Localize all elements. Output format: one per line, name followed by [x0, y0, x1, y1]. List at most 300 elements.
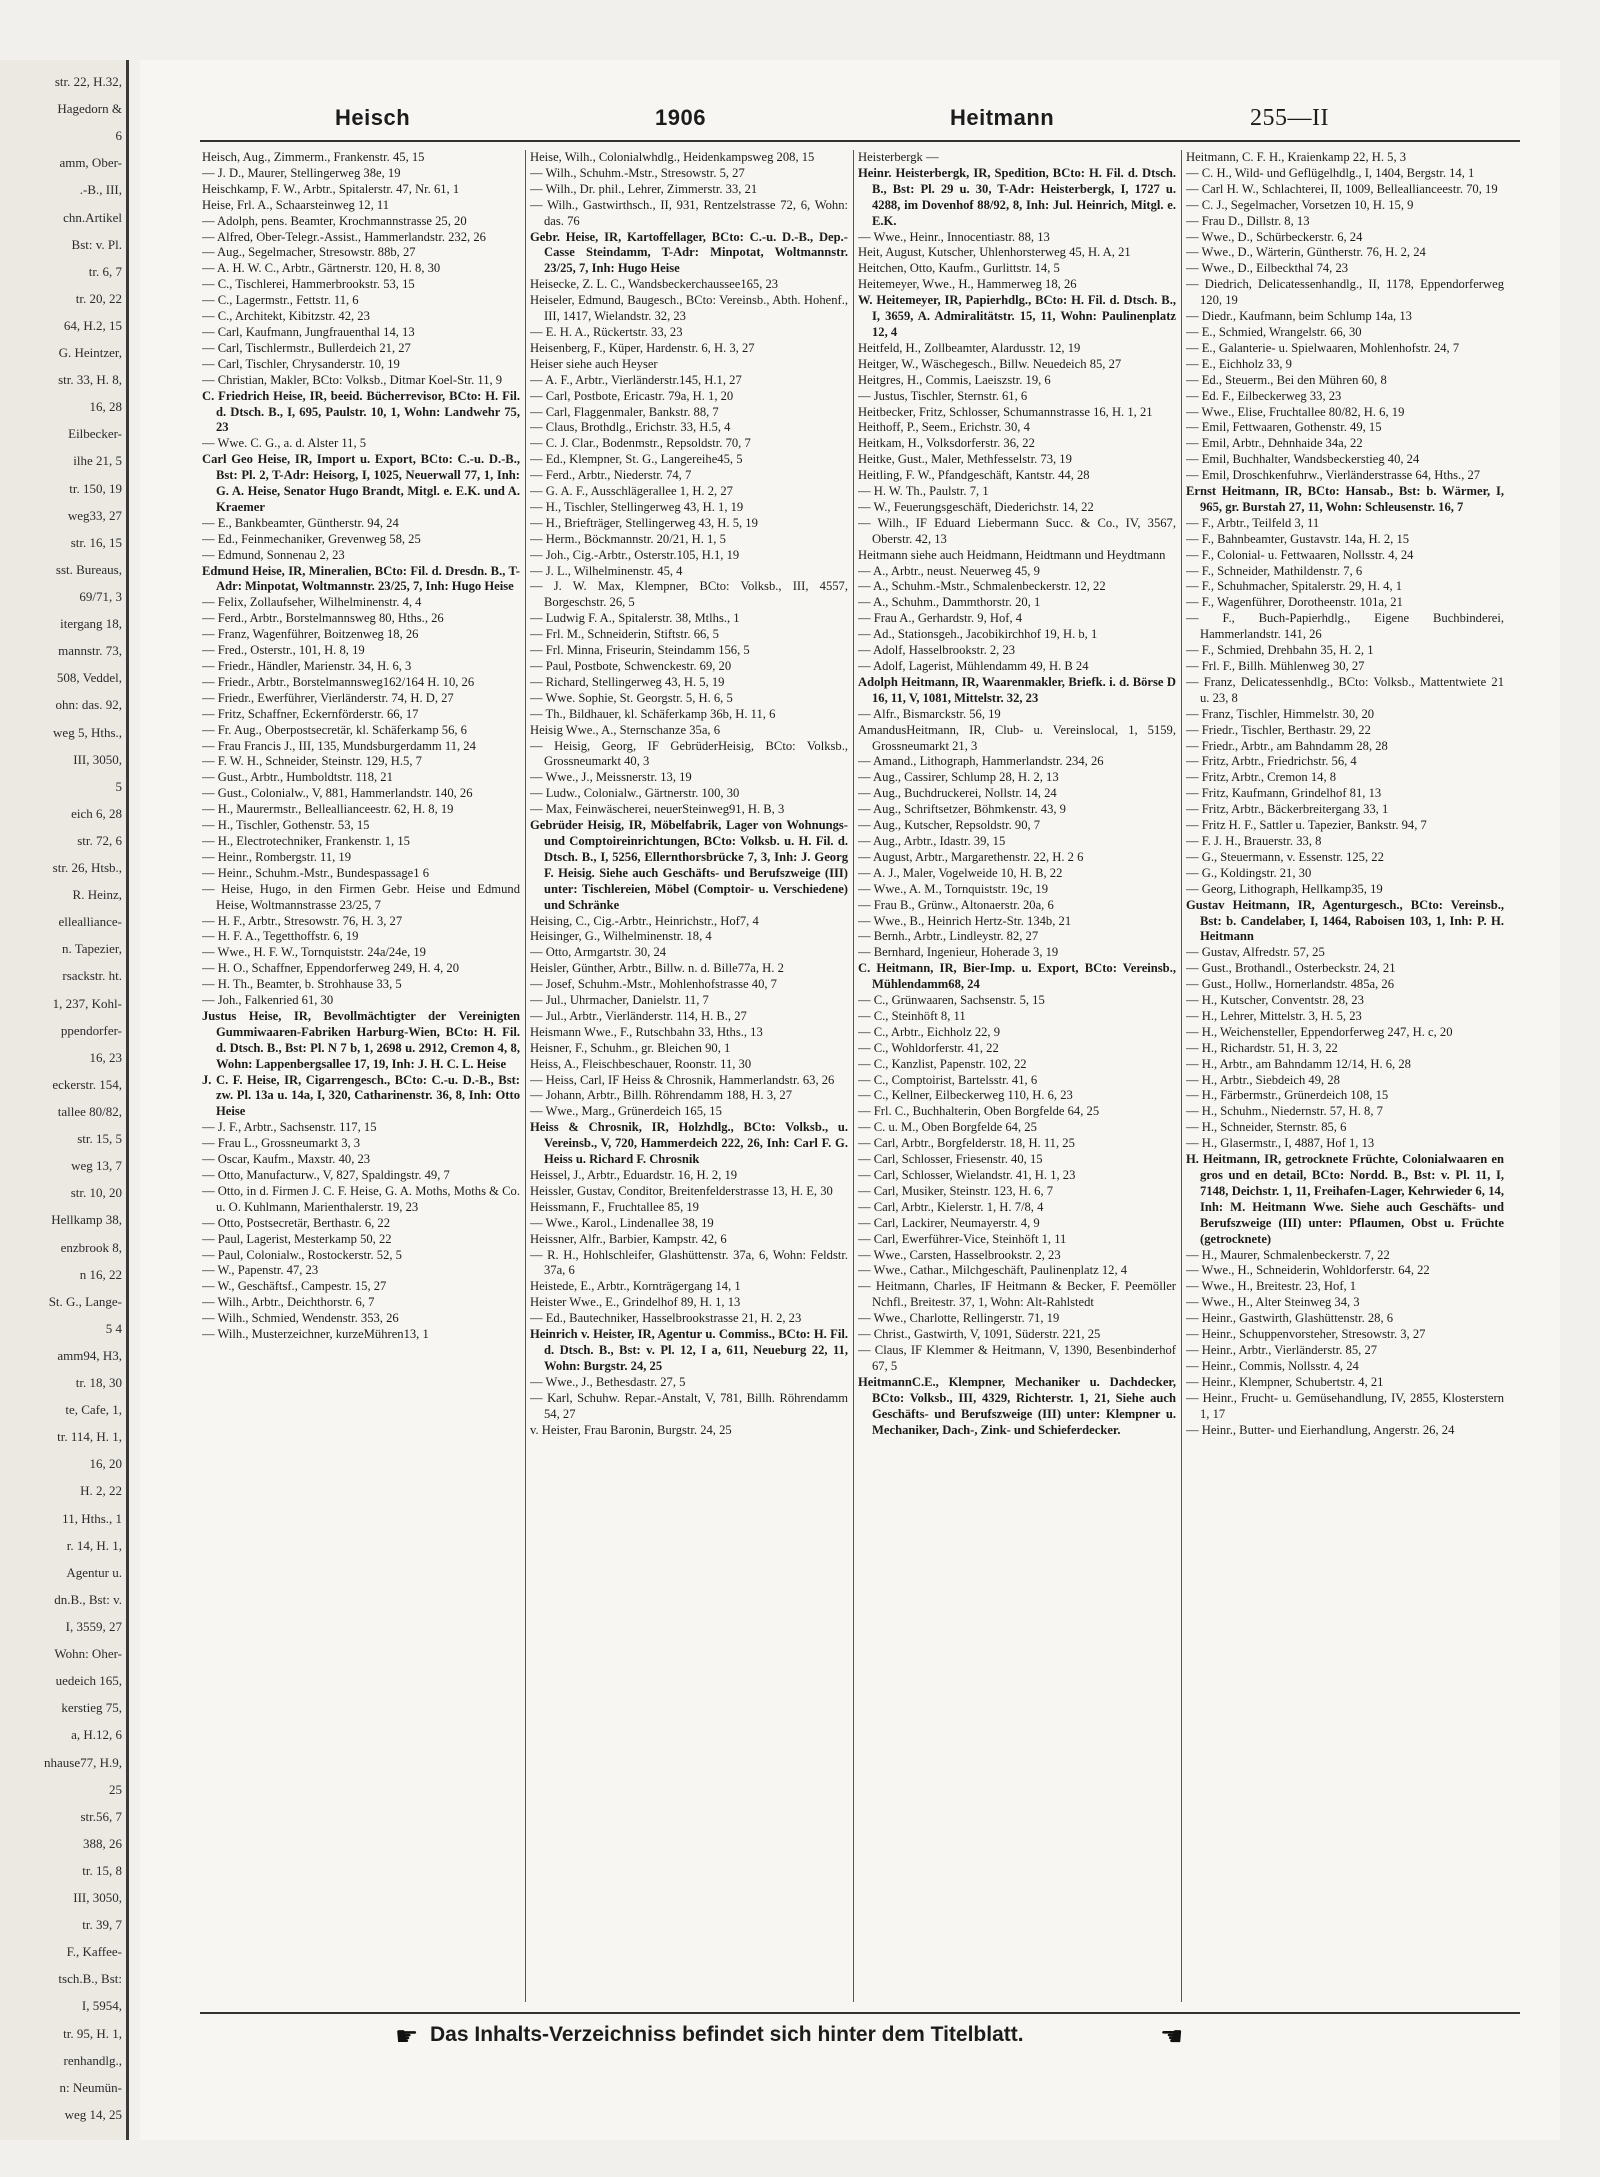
directory-entry: — Emil, Droschkenfuhrw., Vierländerstrasse 64, Hths., 27 [1186, 468, 1481, 483]
directory-entry: — Ed., Bautechniker, Hasselbrookstrasse 21, H. 2, 23 [530, 1311, 802, 1326]
directory-entry: — C., Arbtr., Eichholz 22, 9 [858, 1024, 1001, 1039]
directory-entry: — Amand., Lithograph, Hammerlandstr. 234, 26 [858, 754, 1104, 769]
pointing-hand-icon: ☛ [395, 2022, 419, 2052]
directory-entry: — Heinr., Schuppenvorsteher, Stresowstr. 3, 27 [1186, 1327, 1426, 1342]
directory-entry: — Richard, Stellingerweg 43, H. 5, 19 [530, 674, 725, 689]
directory-entry: — C., Kanzlist, Papenstr. 102, 22 [858, 1056, 1027, 1071]
directory-entry: — H. W. Th., Paulstr. 7, 1 [858, 484, 989, 499]
directory-entry: — Frl. M., Schneiderin, Stiftstr. 66, 5 [530, 627, 719, 642]
directory-entry: — A., Arbtr., neust. Neuerweg 45, 9 [858, 563, 1040, 578]
directory-entry: Heitchen, Otto, Kaufm., Gurlittstr. 14, 5 [858, 261, 1060, 276]
directory-entry: — C., Wohldorferstr. 41, 22 [858, 1040, 999, 1055]
margin-fragment: 6 [115, 128, 122, 143]
directory-entry: Heissner, Alfr., Barbier, Kampstr. 42, 6 [530, 1231, 727, 1246]
margin-fragment: ilhe 21, 5 [73, 453, 122, 468]
directory-entry: — Felix, Zollaufseher, Wilhelminenstr. 4, 4 [202, 595, 422, 610]
directory-entry: — Ludw., Colonialw., Gärtnerstr. 100, 30 [530, 786, 740, 801]
margin-fragment: n. Tapezier, [61, 941, 122, 956]
directory-entry: — Carl, Schlosser, Friesenstr. 40, 15 [858, 1152, 1043, 1167]
directory-entry: Heiseler, Edmund, Baugesch., BCto: Vereinsb., Abth. Hohenf., III, 1417, Wielandstr. 32, 23 [530, 293, 848, 324]
directory-entry: — H., Glasermstr., I, 4887, Hof 1, 13 [1186, 1136, 1375, 1151]
margin-fragment: ohn: das. 92, [55, 697, 122, 712]
firm-entry: Justus Heise, IR, Bevollmächtigter der Vereinigten Gummiwaaren-Fabriken Harburg-Wien, BCto: H. Fil. d. Dtsch. B., Bst: Pl. N 7 b, 1, 2698 u. 2912, Cremon 4, 8, Wohn: Lappenbergsallee 17, 19, Inh: J. H. C. L. Heise [202, 1008, 520, 1071]
directory-entry: Heisch, Aug., Zimmerm., Frankenstr. 45, 15 [202, 150, 425, 164]
directory-entry: — Joh., Falkenried 61, 30 [202, 993, 334, 1008]
directory-entry: Heistede, E., Arbtr., Kornträgergang 14, 1 [530, 1279, 741, 1294]
directory-entry: — Franz, Delicatessenhdlg., BCto: Volksb., Mattentwiete 21 u. 23, 8 [1186, 674, 1504, 705]
directory-entry: — Fritz, Arbtr., Friedrichstr. 56, 4 [1186, 754, 1357, 769]
directory-entry: — Wilh., Schuhm.-Mstr., Stresowstr. 5, 27 [530, 165, 745, 180]
directory-entry: — Jul., Uhrmacher, Danielstr. 11, 7 [530, 993, 709, 1008]
directory-entry: — Joh., Cig.-Arbtr., Osterstr.105, H.1, 19 [530, 547, 740, 562]
directory-entry: — Franz, Wagenführer, Boitzenweg 18, 26 [202, 627, 419, 642]
directory-entry: — H., Tischler, Stellingerweg 43, H. 1, 19 [530, 499, 744, 514]
margin-fragment: 16, 28 [89, 399, 122, 414]
directory-entry: — H., Maurer, Schmalenbeckerstr. 7, 22 [1186, 1247, 1390, 1262]
directory-entry: — C., Lagermstr., Fettstr. 11, 6 [202, 293, 359, 308]
directory-entry: — Friedr., Ewerführer, Vierländerstr. 74, H. D, 27 [202, 690, 454, 705]
directory-entry: — Ed., Steuerm., Bei den Mühren 60, 8 [1186, 372, 1387, 387]
margin-fragment: III, 3050, [73, 752, 122, 767]
margin-fragment: dn.B., Bst: v. [54, 1592, 122, 1607]
firm-entry: Gustav Heitmann, IR, Agenturgesch., BCto: Vereinsb., Bst: b. Candelaber, I, 1464, Raboisen 103, 1, Inh: P. H. Heitmann [1186, 897, 1504, 944]
directory-entry: — Frau B., Grünw., Altonaerstr. 20a, 6 [858, 897, 1054, 912]
directory-entry: — A., Schuhm.-Mstr., Schmalenbeckerstr. 12, 22 [858, 579, 1106, 594]
margin-fragment: amm94, H3, [57, 1348, 122, 1363]
directory-entry: — H. Th., Beamter, b. Strohhause 33, 5 [202, 977, 402, 992]
directory-entry: Heitger, W., Wäschegesch., Billw. Neuedeich 85, 27 [858, 356, 1122, 371]
page-number: 255—II [1250, 105, 1329, 131]
firm-entry: Heinrich v. Heister, IR, Agentur u. Commiss., BCto: H. Fil. d. Dtsch. B., Bst: v. Pl. 12, I a, 611, Neueburg 22, 11, Wohn: Burgstr. 24, 25 [530, 1327, 848, 1373]
directory-entry: — Aug., Schriftsetzer, Böhmkenstr. 43, 9 [858, 802, 1066, 817]
directory-entry: — Frl. Minna, Friseurin, Steindamm 156, 5 [530, 643, 750, 658]
margin-fragment: str. 22, H.32, [54, 74, 122, 89]
directory-entry: — Wwe., Karol., Lindenallee 38, 19 [530, 1215, 714, 1230]
margin-fragment: I, 5954, [81, 1998, 122, 2013]
directory-entry: — Aug., Kutscher, Repsoldstr. 90, 7 [858, 818, 1041, 833]
margin-fragment: Eilbecker- [68, 426, 122, 441]
firm-entry: Ernst Heitmann, IR, BCto: Hansab., Bst: b. Wärmer, I, 965, gr. Burstah 27, 11, Wohn: Schleusenstr. 16, 7 [1186, 484, 1504, 514]
directory-entry: — Wwe., A. M., Tornquiststr. 19c, 19 [858, 881, 1049, 896]
directory-entry: — Wilh., Arbtr., Deichthorstr. 6, 7 [202, 1295, 375, 1310]
directory-entry: — Bernh., Arbtr., Lindleystr. 82, 27 [858, 929, 1039, 944]
firm-entry: W. Heitemeyer, IR, Papierhdlg., BCto: H. Fil. d. Dtsch. B., I, 3659, A. Admiralitätstr. 15, 11, Wohn: Paulinenplatz 12, 4 [858, 293, 1176, 339]
directory-entry: — Frl. C., Buchhalterin, Oben Borgfelde 64, 25 [858, 1104, 1100, 1119]
directory-entry: — Otto, Armgartstr. 30, 24 [530, 945, 667, 960]
margin-fragment: str.56, 7 [80, 1809, 122, 1824]
margin-fragment: str. 16, 15 [70, 535, 122, 550]
margin-fragment: 5 [115, 779, 122, 794]
margin-fragment: Hagedorn & [57, 101, 122, 116]
directory-entry: — Gust., Colonialw., V, 881, Hammerlandstr. 140, 26 [202, 786, 473, 801]
directory-entry: — Friedr., Tischler, Berthastr. 29, 22 [1186, 722, 1371, 737]
directory-entry: — Heinr., Butter- und Eierhandlung, Angerstr. 26, 24 [1186, 1422, 1455, 1437]
directory-entry: — Fred., Osterstr., 101, H. 8, 19 [202, 643, 365, 658]
margin-fragment: r. 14, H. 1, [66, 1538, 122, 1553]
directory-entry: — Fritz, Arbtr., Bäckerbreitergang 33, 1 [1186, 802, 1389, 817]
directory-entry: — J. F., Arbtr., Sachsenstr. 117, 15 [202, 1120, 377, 1135]
column-divider [525, 150, 526, 2002]
margin-fragment: chn.Artikel [63, 210, 122, 225]
directory-entry: — A. H. W. C., Arbtr., Gärtnerstr. 120, H. 8, 30 [202, 261, 441, 276]
margin-fragment: F., Kaffee- [66, 1944, 122, 1959]
directory-entry: — G., Koldingstr. 21, 30 [1186, 865, 1312, 880]
directory-entry: — Wilh., Musterzeichner, kurzeMühren13, 1 [202, 1327, 429, 1342]
directory-entry: — Ferd., Arbtr., Borstelmannsweg 80, Hths., 26 [202, 611, 444, 626]
firm-entry: H. Heitmann, IR, getrocknete Früchte, Colonialwaaren en gros und en detail, BCto: Nordd. B., Bst: v. Pl. 11, I, 7148, Deichstr. 1, 11, Freihafen-Lager, Kehrwieder 6, 14, Inh: M. Heitmann Wwe. Siehe auch Geschäfts- und Berufszweige (III) unter: Pflaumen, Obst u. Früchte (getrocknete) [1186, 1152, 1504, 1246]
directory-entry: — Aug., Cassirer, Schlump 28, H. 2, 13 [858, 770, 1059, 785]
directory-entry: Heiser siehe auch Heyser [530, 356, 658, 371]
directory-entry: Heisecke, Z. L. C., Wandsbeckerchaussee165, 23 [530, 277, 779, 292]
directory-entry: — Wwe., Carsten, Hasselbrookstr. 2, 23 [858, 1247, 1061, 1262]
firm-entry: Heiss & Chrosnik, IR, Holzhdlg., BCto: Volksb., u. Vereinsb., V, 720, Hammerdeich 222, 26, Inh: Carl F. G. Heiss u. Richard F. Chrosnik [530, 1120, 848, 1167]
directory-entry: — H. F., Arbtr., Stresowstr. 76, H. 3, 27 [202, 913, 403, 928]
directory-entry: — F., Arbtr., Teilfeld 3, 11 [1186, 515, 1320, 530]
directory-entry: — Aug., Arbtr., Idastr. 39, 15 [858, 833, 1006, 848]
margin-fragment: Wohn: Oher- [54, 1646, 122, 1661]
directory-entry: Heitgres, H., Commis, Laeiszstr. 19, 6 [858, 372, 1051, 387]
directory-entry: Heithoff, P., Seem., Erichstr. 30, 4 [858, 420, 1030, 435]
directory-entry: — C. u. M., Oben Borgfelde 64, 25 [858, 1120, 1037, 1135]
directory-entry: — Jul., Arbtr., Vierländerstr. 114, H. B., 27 [530, 1008, 747, 1023]
directory-entry: — H., Färbermstr., Grünerdeich 108, 15 [1186, 1088, 1389, 1103]
margin-fragment: nhause77, H.9, [44, 1755, 122, 1770]
directory-entry: — Fritz, Kaufmann, Grindelhof 81, 13 [1186, 786, 1382, 801]
directory-entry: — H., Arbtr., am Bahndamm 12/14, H. 6, 28 [1186, 1056, 1411, 1071]
directory-entry: — Justus, Tischler, Sternstr. 61, 6 [858, 388, 1028, 403]
margin-fragment: 11, Hths., 1 [62, 1511, 122, 1526]
directory-entry: — Fritz, Schaffner, Eckernförderstr. 66, 17 [202, 706, 419, 721]
directory-entry: — F., Bahnbeamter, Gustavstr. 14a, H. 2, 15 [1186, 531, 1410, 546]
directory-entry: Heissler, Gustav, Conditor, Breitenfelderstrasse 13, H. E, 30 [530, 1183, 833, 1198]
directory-entry: — Ed., Klempner, St. G., Langereihe45, 5 [530, 452, 743, 467]
directory-entry: — Th., Bildhauer, kl. Schäferkamp 36b, H. 11, 6 [530, 706, 776, 721]
directory-entry: — C. J., Segelmacher, Vorsetzen 10, H. 15, 9 [1186, 197, 1414, 212]
margin-fragment: III, 3050, [73, 1890, 122, 1905]
directory-entry: Heitbecker, Fritz, Schlosser, Schumannstrasse 16, H. 1, 21 [858, 404, 1153, 419]
directory-entry: — W., Papenstr. 47, 23 [202, 1263, 319, 1278]
directory-entry: — Wwe. C. G., a. d. Alster 11, 5 [202, 436, 367, 451]
directory-entry: — Carl, Lackirer, Neumayerstr. 4, 9 [858, 1215, 1040, 1230]
directory-entry: Heisterbergk — [858, 150, 939, 164]
directory-entry: — Carl, Musiker, Steinstr. 123, H. 6, 7 [858, 1183, 1054, 1198]
margin-fragment: R. Heinz, [72, 887, 122, 902]
directory-entry: — Otto, Manufacturw., V, 827, Spaldingstr. 49, 7 [202, 1168, 450, 1182]
margin-fragment: 508, Veddel, [56, 670, 122, 685]
directory-entry: Heisenberg, F., Küper, Hardenstr. 6, H. 3, 27 [530, 340, 755, 355]
directory-entry: — Carl, Arbtr., Kielerstr. 1, H. 7/8, 4 [858, 1199, 1044, 1214]
directory-entry: — Ludwig F. A., Spitalerstr. 38, Mtlhs., 1 [530, 611, 740, 626]
directory-entry: — Wwe., H., Schneiderin, Wohldorferstr. 64, 22 [1186, 1263, 1430, 1278]
directory-entry: Heissel, J., Arbtr., Eduardstr. 16, H. 2, 19 [530, 1168, 738, 1182]
firm-entry: Heinr. Heisterbergk, IR, Spedition, BCto: H. Fil. d. Dtsch. B., Bst: Pl. 29 u. 30, T-Adr: Heisterbergk, I, 1727 u. 4288, im Dovenhof 88/92, 8, Inh: Jul. Heinrich, Mitgl. e. E.K. [858, 165, 1176, 228]
directory-entry: — Ad., Stationsgeh., Jacobikirchhof 19, H. b, 1 [858, 627, 1098, 642]
directory-entry: — F., Buch-Papierhdlg., Eigene Buchbinderei, Hammerlandstr. 141, 26 [1186, 611, 1504, 642]
directory-entry: — E. H. A., Rückertstr. 33, 23 [530, 324, 683, 339]
directory-entry: — Max, Feinwäscherei, neuerSteinweg91, H. B, 3 [530, 802, 785, 817]
directory-entry: — H., Lehrer, Mittelstr. 3, H. 5, 23 [1186, 1008, 1362, 1023]
directory-entry: — Carl, Tischlermstr., Bullerdeich 21, 27 [202, 340, 411, 355]
directory-entry: — H. O., Schaffner, Eppendorferweg 249, H. 4, 20 [202, 961, 460, 976]
margin-fragment: sst. Bureaus, [55, 562, 122, 577]
margin-fragment: tr. 95, H. 1, [63, 2026, 122, 2041]
directory-entry: — H., Schneider, Sternstr. 85, 6 [1186, 1120, 1347, 1135]
directory-entry: — Heinr., Rombergstr. 11, 19 [202, 849, 352, 864]
directory-entry: — H., Schuhm., Niedernstr. 57, H. 8, 7 [1186, 1104, 1383, 1119]
margin-fragment: tsch.B., Bst: [58, 1971, 122, 1986]
pointing-hand-icon: ☚ [1160, 2022, 1184, 2052]
directory-entry: Heitling, F. W., Pfandgeschäft, Kantstr. 44, 28 [858, 468, 1090, 483]
firm-entry: Carl Geo Heise, IR, Import u. Export, BCto: C.-u. D.-B., Bst: Pl. 2, T-Adr: Heisorg, I, 1025, Neuerwall 77, 1, Inh: G. A. Heise, Senator Hugo Brandt, Mitgl. e. E.K. und A. Kraemer [202, 452, 520, 514]
directory-entry: — Georg, Lithograph, Hellkamp35, 19 [1186, 881, 1383, 896]
directory-entry: — Diedr., Kaufmann, beim Schlump 14a, 13 [1186, 309, 1412, 324]
margin-fragment: H. 2, 22 [80, 1483, 122, 1498]
margin-fragment: str. 15, 5 [77, 1131, 122, 1146]
margin-fragment: .-B., III, [79, 182, 122, 197]
directory-entry: — Aug., Buchdruckerei, Nollstr. 14, 24 [858, 786, 1057, 801]
directory-entry: — Friedr., Händler, Marienstr. 34, H. 6, 3 [202, 659, 412, 673]
directory-entry: Heitkam, H., Volksdorferstr. 36, 22 [858, 436, 1035, 451]
directory-entry: — A. F., Arbtr., Vierländerstr.145, H.1, 27 [530, 372, 742, 387]
margin-fragment: weg 13, 7 [71, 1158, 122, 1173]
directory-entry: — Josef, Schuhm.-Mstr., Mohlenhofstrasse 40, 7 [530, 977, 777, 992]
directory-column-2 [530, 150, 848, 2000]
directory-entry: — Friedr., Arbtr., Borstelmannsweg162/164 H. 10, 26 [202, 674, 475, 689]
directory-entry: — Diedrich, Delicatessenhandlg., II, 1178, Eppendorferweg 120, 19 [1186, 277, 1504, 308]
directory-entry: — Claus, IF Klemmer & Heitmann, V, 1390, Besenbinderhof 67, 5 [858, 1342, 1176, 1373]
directory-entry: — Wwe. Sophie, St. Georgstr. 5, H. 6, 5 [530, 690, 733, 705]
directory-entry: — Claus, Brothdlg., Erichstr. 33, H.5, 4 [530, 420, 731, 435]
margin-fragment: str. 10, 20 [70, 1185, 122, 1200]
directory-entry: Heitke, Gust., Maler, Methfesselstr. 73, 19 [858, 452, 1072, 467]
directory-entry: — J. W. Max, Klempner, BCto: Volksb., III, 4557, Borgeschstr. 26, 5 [530, 579, 848, 610]
directory-entry: — H., Kutscher, Conventstr. 28, 23 [1186, 993, 1364, 1008]
margin-fragment: 5 4 [105, 1321, 122, 1336]
directory-entry: — Herm., Böckmannstr. 20/21, H. 1, 5 [530, 531, 726, 546]
directory-entry: — August, Arbtr., Margarethenstr. 22, H. 2 6 [858, 849, 1084, 864]
running-head-year: 1906 [655, 105, 706, 130]
directory-entry: — J. D., Maurer, Stellingerweg 38e, 19 [202, 165, 401, 180]
margin-fragment: tr. 6, 7 [88, 264, 122, 279]
margin-fragment: Bst: v. Pl. [71, 237, 122, 252]
margin-fragment: amm, Ober- [59, 155, 122, 170]
directory-entry: — A., Schuhm., Dammthorstr. 20, 1 [858, 595, 1041, 610]
directory-entry: — C., Grünwaaren, Sachsenstr. 5, 15 [858, 993, 1045, 1008]
directory-entry: — C., Steinhöft 8, 11 [858, 1008, 966, 1023]
directory-entry: — Wwe., D., Schürbeckerstr. 6, 24 [1186, 229, 1363, 244]
previous-page-margin-strip [0, 60, 129, 2140]
directory-entry: — Friedr., Arbtr., am Bahndamm 28, 28 [1186, 738, 1388, 753]
directory-entry: — Heitmann, Charles, IF Heitmann & Becker, F. Peemöller Nchfl., Breitestr. 37, 1, Wohn: Alt-Rahlstedt [858, 1279, 1176, 1310]
directory-entry: — Heise, Hugo, in den Firmen Gebr. Heise und Edmund Heise, Woltmannstrasse 23/25, 7 [202, 881, 520, 912]
directory-entry: — Wilh., Schmied, Wendenstr. 353, 26 [202, 1311, 399, 1326]
header-rule [200, 140, 1520, 142]
directory-entry: — Paul, Lagerist, Mesterkamp 50, 22 [202, 1231, 392, 1246]
directory-entry: — W., Feuerungsgeschäft, Diederichstr. 14, 22 [858, 499, 1094, 514]
margin-fragment: eckerstr. 154, [52, 1077, 122, 1092]
directory-entry: — C., Tischlerei, Hammerbrookstr. 53, 15 [202, 277, 415, 292]
margin-fragment: str. 72, 6 [77, 833, 122, 848]
directory-entry: — E., Galanterie- u. Spielwaaren, Mohlenhofstr. 24, 7 [1186, 340, 1460, 355]
directory-entry: — Heinr., Gastwirth, Glashüttenstr. 28, 6 [1186, 1311, 1394, 1326]
directory-entry: Heitmann, C. F. H., Kraienkamp 22, H. 5, 3 [1186, 150, 1407, 164]
directory-entry: — Christian, Makler, BCto: Volksb., Ditmar Koel-Str. 11, 9 [202, 372, 503, 387]
margin-fragment: tr. 150, 19 [69, 481, 122, 496]
directory-entry: — Wwe., B., Heinrich Hertz-Str. 134b, 21 [858, 913, 1072, 928]
directory-entry: — Carl, Kaufmann, Jungfrauenthal 14, 13 [202, 324, 415, 339]
running-head-last-entry: Heitmann [950, 105, 1055, 130]
margin-fragment: St. G., Lange- [48, 1294, 122, 1309]
directory-entry: — Ferd., Arbtr., Niederstr. 74, 7 [530, 468, 692, 483]
directory-entry: — E., Bankbeamter, Güntherstr. 94, 24 [202, 515, 399, 530]
directory-entry: Heismann Wwe., F., Rutschbahn 33, Hths., 13 [530, 1024, 763, 1039]
directory-entry: Heiss, A., Fleischbeschauer, Roonstr. 11, 30 [530, 1056, 752, 1071]
margin-fragment: str. 26, Htsb., [52, 860, 122, 875]
directory-entry: — F., Schneider, Mathildenstr. 7, 6 [1186, 563, 1363, 578]
directory-entry: v. Heister, Frau Baronin, Burgstr. 24, 25 [530, 1422, 732, 1437]
directory-entry: — F., Wagenführer, Dorotheenstr. 101a, 21 [1186, 595, 1403, 610]
directory-column-1 [202, 150, 520, 2000]
directory-entry: Heisinger, G., Wilhelminenstr. 18, 4 [530, 929, 712, 944]
directory-entry: — Wwe., J., Meissnerstr. 13, 19 [530, 770, 692, 785]
footer-rule [200, 2012, 1520, 2014]
margin-fragment: renhandlg., [63, 2053, 122, 2068]
margin-fragment: a, H.12, 6 [71, 1727, 122, 1742]
directory-entry: — J. L., Wilhelminenstr. 45, 4 [530, 563, 683, 578]
margin-fragment: weg 14, 25 [64, 2107, 122, 2122]
margin-fragment: tr. 18, 30 [75, 1375, 122, 1390]
directory-entry: — Otto, in d. Firmen J. C. F. Heise, G. A. Moths, Moths & Co. u. O. Kuhlmann, Marienthalerstr. 19, 23 [202, 1183, 520, 1214]
directory-entry: — Fritz H. F., Sattler u. Tapezier, Bankstr. 94, 7 [1186, 818, 1427, 833]
margin-fragment: n 16, 22 [79, 1267, 122, 1282]
directory-entry: — Franz, Tischler, Himmelstr. 30, 20 [1186, 706, 1375, 721]
directory-entry: — Wilh., Gastwirthsch., II, 931, Rentzelstrasse 72, 6, Wohn: das. 76 [530, 197, 848, 228]
directory-entry: — Gust., Hollw., Hornerlandstr. 485a, 26 [1186, 977, 1395, 992]
directory-entry: — F. J. H., Brauerstr. 33, 8 [1186, 833, 1322, 848]
margin-fragment: Hellkamp 38, [51, 1212, 122, 1227]
margin-fragment: ellealliance- [58, 914, 122, 929]
margin-fragment: enzbrook 8, [60, 1240, 122, 1255]
margin-fragment: te, Cafe, 1, [65, 1402, 122, 1417]
firm-entry: C. Heitmann, IR, Bier-Imp. u. Export, BCto: Vereinsb., Mühlendamm68, 24 [858, 961, 1176, 992]
margin-fragment: I, 3559, 27 [65, 1619, 122, 1634]
margin-fragment: Agentur u. [66, 1565, 122, 1580]
directory-entry: — R. H., Hohlschleifer, Glashüttenstr. 37a, 6, Wohn: Feldstr. 37a, 6 [530, 1247, 848, 1278]
margin-fragment: tallee 80/82, [57, 1104, 122, 1119]
running-head-first-entry: Heisch [335, 105, 411, 130]
directory-entry: — C., Kellner, Eilbeckerweg 110, H. 6, 23 [858, 1088, 1073, 1103]
directory-entry: — H., Maurermstr., Belleallianceestr. 62, H. 8, 19 [202, 802, 454, 817]
directory-entry: — Wwe., H., Breitestr. 23, Hof, 1 [1186, 1279, 1357, 1294]
directory-entry: — C., Architekt, Kibitzstr. 42, 23 [202, 309, 370, 324]
directory-entry: — Wilh., Dr. phil., Lehrer, Zimmerstr. 33, 21 [530, 181, 758, 196]
margin-fragment: tr. 20, 22 [75, 291, 122, 306]
margin-fragment: 64, H.2, 15 [63, 318, 122, 333]
directory-entry: — E., Schmied, Wrangelstr. 66, 30 [1186, 324, 1362, 339]
directory-entry: Heise, Wilh., Colonialwhdlg., Heidenkampsweg 208, 15 [530, 150, 815, 164]
directory-entry: — Ed., Feinmechaniker, Grevenweg 58, 25 [202, 531, 421, 546]
directory-entry: — Wilh., IF Eduard Liebermann Succ. & Co., IV, 3567, Oberstr. 42, 13 [858, 515, 1176, 546]
margin-fragment: eich 6, 28 [71, 806, 122, 821]
directory-entry: — Heinr., Schuhm.-Mstr., Bundespassage1 6 [202, 865, 430, 880]
margin-fragment: rsackstr. ht. [62, 968, 122, 983]
directory-entry: — F., Schuhmacher, Spitalerstr. 29, H. 4, 1 [1186, 579, 1403, 594]
directory-entry: — H., Richardstr. 51, H. 3, 22 [1186, 1040, 1338, 1055]
margin-fragment: itergang 18, [60, 616, 122, 631]
directory-entry: Heisler, Günther, Arbtr., Billw. n. d. Bille77a, H. 2 [530, 961, 784, 976]
directory-entry: — Paul, Colonialw., Rostockerstr. 52, 5 [202, 1247, 402, 1262]
directory-entry: — Edmund, Sonnenau 2, 23 [202, 547, 345, 562]
margin-fragment: mannstr. 73, [58, 643, 122, 658]
directory-entry: — Alfr., Bismarckstr. 56, 19 [858, 706, 1001, 721]
directory-entry: — Wwe., H., Alter Steinweg 34, 3 [1186, 1295, 1360, 1310]
directory-entry: Heit, August, Kutscher, Uhlenhorsterweg 45, H. A, 21 [858, 245, 1131, 260]
directory-entry: — Wwe., D., Wärterin, Güntherstr. 76, H. 2, 24 [1186, 245, 1426, 260]
directory-entry: — Carl, Tischler, Chrysanderstr. 10, 19 [202, 356, 400, 371]
directory-entry: — H., Briefträger, Stellingerweg 43, H. 5, 19 [530, 515, 758, 530]
margin-fragment: str. 33, H. 8, [58, 372, 122, 387]
directory-entry: — Frl. F., Billh. Mühlenweg 30, 27 [1186, 659, 1365, 673]
directory-entry: — Johann, Arbtr., Billh. Röhrendamm 188, H. 3, 27 [530, 1088, 793, 1103]
directory-entry: — Wwe., H. F. W., Tornquiststr. 24a/24e, 19 [202, 945, 426, 960]
directory-entry: — Carl, Ewerführer-Vice, Steinhöft 1, 11 [858, 1231, 1067, 1246]
directory-column-3 [858, 150, 1176, 2000]
directory-entry: — F., Schmied, Drehbahn 35, H. 2, 1 [1186, 643, 1374, 658]
margin-fragment: 16, 23 [89, 1050, 122, 1065]
directory-entry: — A. J., Maler, Vogelweide 10, H. B, 22 [858, 865, 1063, 880]
directory-entry: — Emil, Buchhalter, Wandsbeckerstieg 40, 24 [1186, 452, 1420, 467]
directory-entry: — Heinr., Klempner, Schubertstr. 4, 21 [1186, 1374, 1384, 1389]
directory-entry: — Frau D., Dillstr. 8, 13 [1186, 213, 1310, 228]
directory-entry: Heitfeld, H., Zollbeamter, Alardusstr. 12, 19 [858, 340, 1081, 355]
directory-entry: — Carl, Flaggenmaler, Bankstr. 88, 7 [530, 404, 719, 419]
directory-entry: — Adolf, Hasselbrookstr. 2, 23 [858, 643, 1016, 658]
directory-entry: — H., Arbtr., Siebdeich 49, 28 [1186, 1072, 1340, 1087]
margin-fragment: 69/71, 3 [79, 589, 122, 604]
directory-entry: — Ed. F., Eilbeckerweg 33, 23 [1186, 388, 1342, 403]
directory-entry: — Heinr., Frucht- u. Gemüsehandlung, IV, 2855, Klosterstern 1, 17 [1186, 1390, 1504, 1421]
column-divider [1181, 150, 1182, 2002]
directory-entry: Heise, Frl. A., Schaarsteinweg 12, 11 [202, 197, 390, 212]
directory-entry: — C. J. Clar., Bodenmstr., Repsoldstr. 70, 7 [530, 436, 751, 451]
margin-fragment: tr. 15, 8 [82, 1863, 122, 1878]
directory-entry: — Karl, Schuhw. Repar.-Anstalt, V, 781, Billh. Röhrendamm 54, 27 [530, 1390, 848, 1421]
directory-entry: Heisner, F., Schuhm., gr. Bleichen 90, 1 [530, 1040, 731, 1055]
directory-entry: Heischkamp, F. W., Arbtr., Spitalerstr. 47, Nr. 61, 1 [202, 181, 460, 196]
directory-entry: — Wwe., Heinr., Innocentiastr. 88, 13 [858, 229, 1050, 244]
firm-entry: J. C. F. Heise, IR, Cigarrengesch., BCto: C.-u. D.-B., Bst: zw. Pl. 13a u. 14a, I, 320, Catharinenstr. 36, 8, Inh: Otto Heise [202, 1072, 520, 1119]
firm-entry: HeitmannC.E., Klempner, Mechaniker u. Dachdecker, BCto: Volksb., III, 4329, Richterstr. 1, 21, Siehe auch Geschäfts- und Berufszweige (III) unter: Klempner u. Mechaniker, Dach-, Zink- und Schieferdecker. [858, 1374, 1176, 1437]
directory-entry: Heising, C., Cig.-Arbtr., Heinrichstr., Hof7, 4 [530, 913, 759, 928]
directory-entry: — W., Geschäftsf., Campestr. 15, 27 [202, 1279, 387, 1294]
directory-entry: — Heiss, Carl, IF Heiss & Chrosnik, Hammerlandstr. 63, 26 [530, 1072, 835, 1087]
directory-entry: Heister Wwe., E., Grindelhof 89, H. 1, 13 [530, 1295, 741, 1310]
directory-entry: AmandusHeitmann, IR, Club- u. Vereinslocal, 1, 5159, Grossneumarkt 21, 3 [858, 722, 1176, 753]
directory-entry: — C. H., Wild- und Geflügelhdlg., I, 1404, Bergstr. 14, 1 [1186, 165, 1475, 180]
directory-entry: — Heinr., Commis, Nollsstr. 4, 24 [1186, 1358, 1359, 1373]
margin-fragment: G. Heintzer, [58, 345, 122, 360]
directory-entry: — Wwe., D., Eilbeckthal 74, 23 [1186, 261, 1349, 276]
directory-entry: — Adolf, Lagerist, Mühlendamm 49, H. B 24 [858, 659, 1089, 673]
directory-entry: — Gustav, Alfredstr. 57, 25 [1186, 945, 1325, 960]
margin-fragment: tr. 114, H. 1, [57, 1429, 122, 1444]
directory-column-4 [1186, 150, 1504, 2000]
firm-entry: Gebrüder Heisig, IR, Möbelfabrik, Lager von Wohnungs- und Comptoireinrichtungen, BCto: Volksb. u. H. Fil. d. Dtsch. B., I, 5256, Ellernthorsbrücke 7, 3, Inh: J. Georg F. Heisig. Siehe auch Geschäfts- und Berufszweige (III) unter: Tischlereien, Möbel (Comptoir- u. Verschiedene) und Schränke [530, 818, 848, 912]
footer-note: Das Inhalts-Verzeichniss befindet sich hinter dem Titelblatt. [430, 2023, 1024, 2046]
directory-entry: — Otto, Postsecretär, Berthastr. 6, 22 [202, 1215, 391, 1230]
margin-fragment: 16, 20 [89, 1456, 122, 1471]
margin-fragment: 1, 237, Kohl- [52, 996, 122, 1011]
